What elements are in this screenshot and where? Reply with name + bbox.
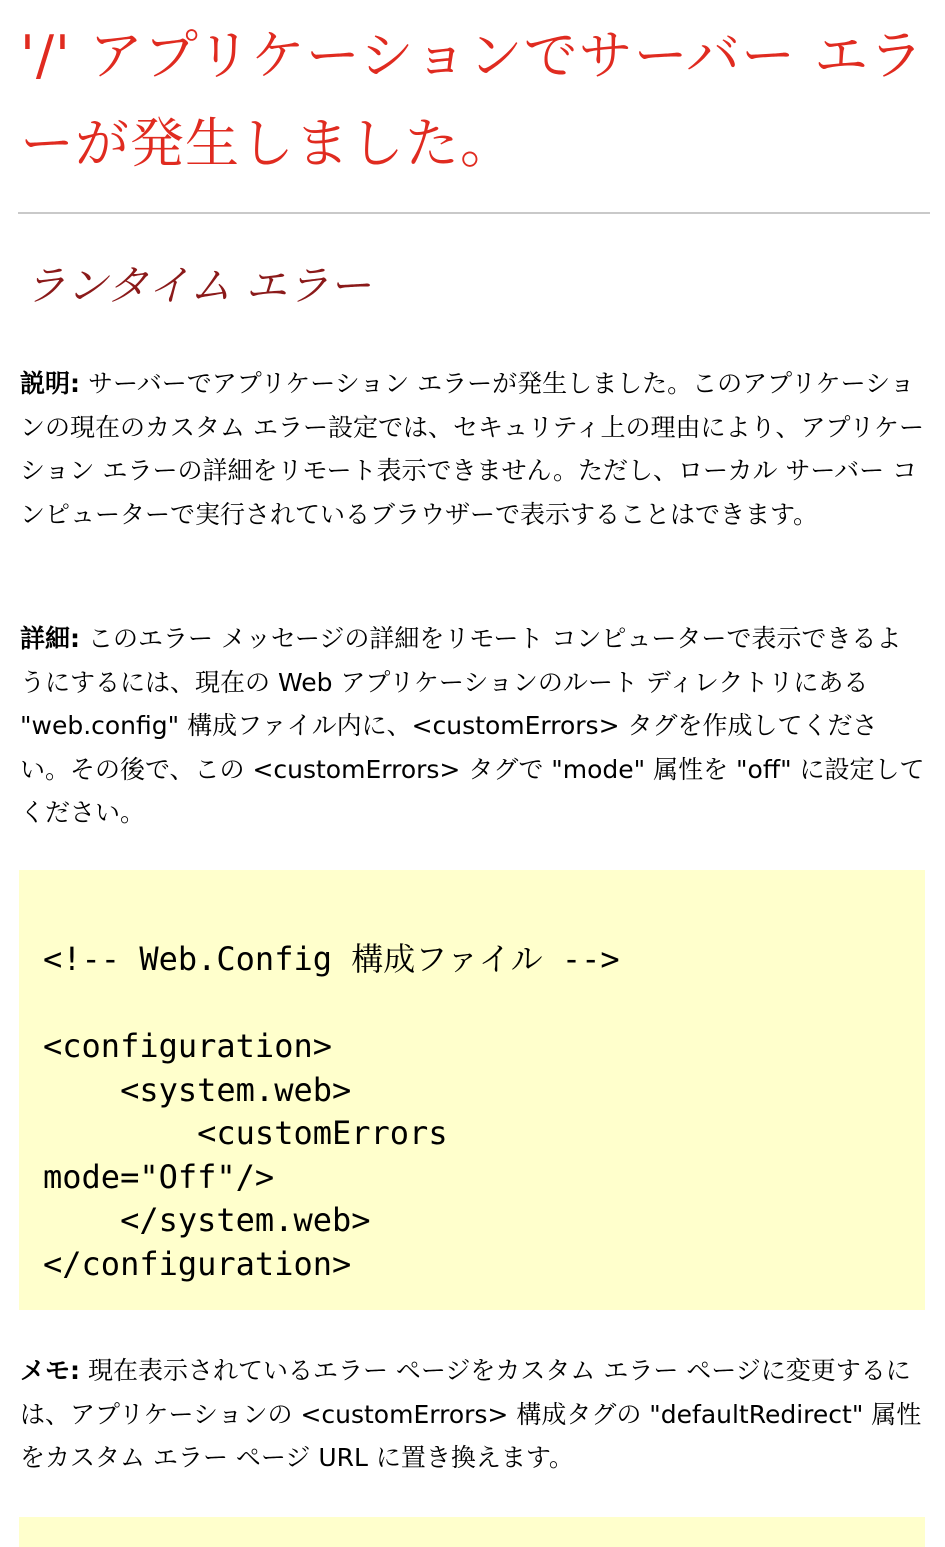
config-code-text: <!-- Web.Config 構成ファイル --> <configuration> <system.web> <customErrors mode="Off"/> </system.web> </configuration>: [43, 940, 620, 1283]
title-divider: [18, 212, 930, 214]
runtime-error-heading: ランタイム エラー: [24, 261, 371, 310]
note-text: 現在表示されているエラー ページをカスタム エラー ページに変更するには、アプリケーションの <customErrors> 構成タグの "defaultRedirect" 属性をカスタム エラー ページ URL に置き換えます。: [20, 1356, 922, 1472]
details-paragraph: [20, 617, 925, 835]
second-code-block: [19, 1517, 925, 1547]
details-text: このエラー メッセージの詳細をリモート コンピューターで表示できるようにするには、現在の Web アプリケーションのルート ディレクトリにある "web.config" 構成ファイル内に、<customErrors> タグを作成してください。その後で、この <customErrors> タグで "mode" 属性を "off" に設定してください。: [20, 624, 925, 827]
description-label: 説明:: [20, 369, 80, 398]
page-title: '/' アプリケーションでサーバー エラーが発生しました。: [20, 24, 925, 175]
note-label: メモ:: [20, 1356, 80, 1385]
description-text: サーバーでアプリケーション エラーが発生しました。このアプリケーションの現在のカスタム エラー設定では、セキュリティ上の理由により、アプリケーション エラーの詳細をリモート表示できません。ただし、ローカル サーバー コンピューターで実行されているブラウザーで表示することはできます。: [20, 369, 924, 529]
note-paragraph: [20, 1349, 925, 1480]
description-paragraph: [20, 362, 925, 536]
config-code-block: [19, 870, 925, 1310]
details-label: 詳細:: [20, 624, 80, 653]
